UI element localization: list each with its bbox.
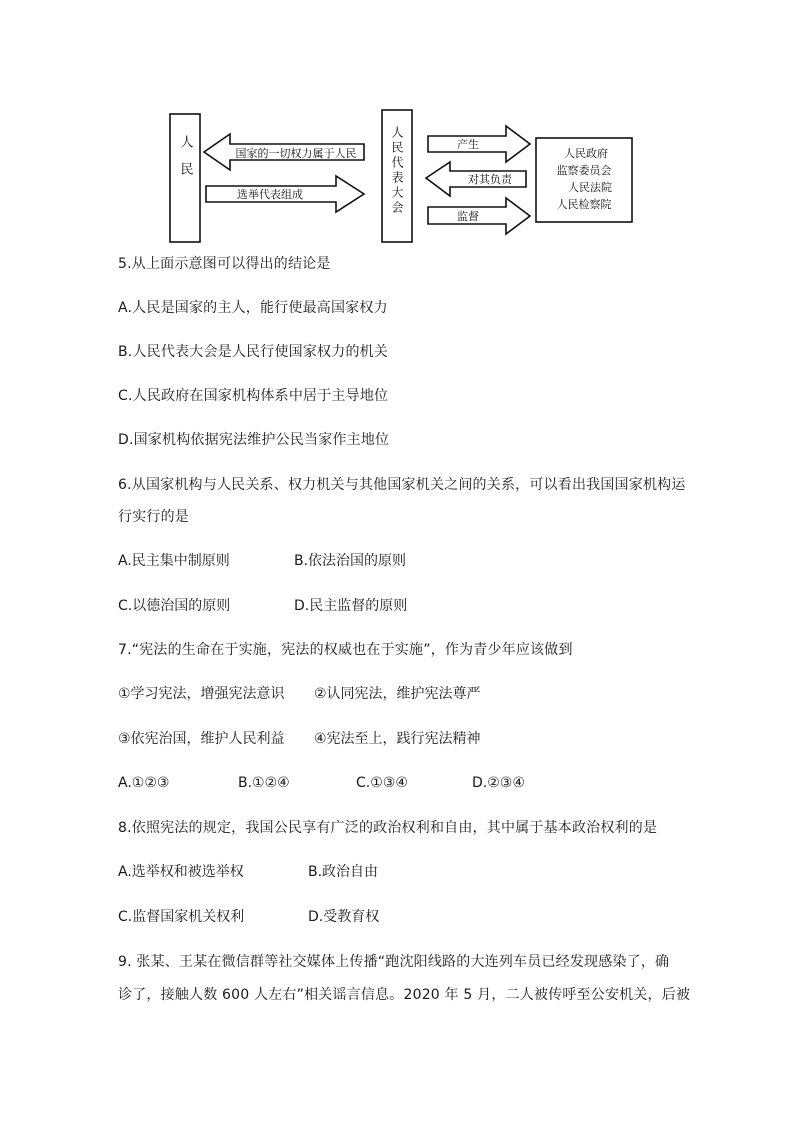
- q8-option-c: C.监督国家机关权利: [118, 909, 245, 925]
- q8-stem: 8.依照宪法的规定，我国公民享有广泛的政治权利和自由，其中属于基本政治权利的是: [118, 820, 658, 836]
- organ-court: 人民法院: [568, 181, 612, 194]
- q9-stem-line2: 诊了，接触人数 600 人左右”相关谣言信息。2020 年 5 月，二人被传呼至公安机关，后被: [118, 987, 691, 1003]
- arrow-supervise-label: 监督: [457, 210, 479, 223]
- arrow-responsible-label: 对其负责: [468, 173, 512, 186]
- q7-option-b: B.①②④: [238, 775, 290, 791]
- q5-option-b: B.人民代表大会是人民行使国家权力的机关: [118, 344, 389, 360]
- q5-option-c: C.人民政府在国家机构体系中居于主导地位: [118, 388, 389, 404]
- q6-option-b: B.依法治国的原则: [294, 553, 407, 569]
- organ-government: 人民政府: [564, 147, 608, 160]
- q8-option-a: A.选举权和被选举权: [118, 864, 244, 880]
- arrow-produce-label: 产生: [457, 138, 479, 151]
- q7-item-3: ③依宪治国，维护人民利益: [118, 731, 285, 747]
- organ-supervision: 监察委员会: [556, 164, 612, 177]
- q7-item-1: ①学习宪法，增强宪法意识: [118, 686, 285, 702]
- state-power-diagram: [160, 100, 640, 250]
- q7-option-c: C.①③④: [356, 775, 408, 791]
- q7-option-a: A.①②③: [118, 775, 170, 791]
- q6-stem-line2: 行实行的是: [118, 509, 189, 525]
- q8-option-b: B.政治自由: [308, 864, 379, 880]
- people-label: 人民: [177, 135, 193, 189]
- organ-procuratorate: 人民检察院: [556, 198, 612, 211]
- q7-item-4: ④宪法至上，践行宪法精神: [314, 731, 481, 747]
- q6-option-d: D.民主监督的原则: [294, 598, 408, 614]
- q7-option-d: D.②③④: [472, 775, 525, 791]
- q5-stem: 5.从上面示意图可以得出的结论是: [118, 256, 331, 272]
- q6-option-c: C.以德治国的原则: [118, 598, 231, 614]
- q5-option-a: A.人民是国家的主人，能行使最高国家权力: [118, 300, 388, 316]
- arrow-elect-label: 选举代表组成: [237, 188, 303, 201]
- q6-option-a: A.民主集中制原则: [118, 553, 230, 569]
- q6-stem-line1: 6.从国家机构与人民关系、权力机关与其他国家机关之间的关系，可以看出我国国家机构运: [118, 477, 686, 493]
- q8-option-d: D.受教育权: [308, 909, 380, 925]
- npc-label: 人民代表大会: [390, 126, 404, 216]
- arrow-power-belongs-label: 国家的一切权力属于人民: [235, 147, 357, 160]
- q5-option-d: D.国家机构依据宪法维护公民当家作主地位: [118, 432, 390, 448]
- q9-stem-line1: 9. 张某、王某在微信群等社交媒体上传播“跑沈阳线路的大连列车员已经发现感染了，确: [118, 954, 670, 970]
- arrow-produce: [428, 126, 530, 162]
- q7-stem: 7.“宪法的生命在于实施，宪法的权威也在于实施”，作为青少年应该做到: [118, 642, 573, 658]
- arrow-supervise: [428, 198, 530, 234]
- q7-item-2: ②认同宪法，维护宪法尊严: [314, 686, 481, 702]
